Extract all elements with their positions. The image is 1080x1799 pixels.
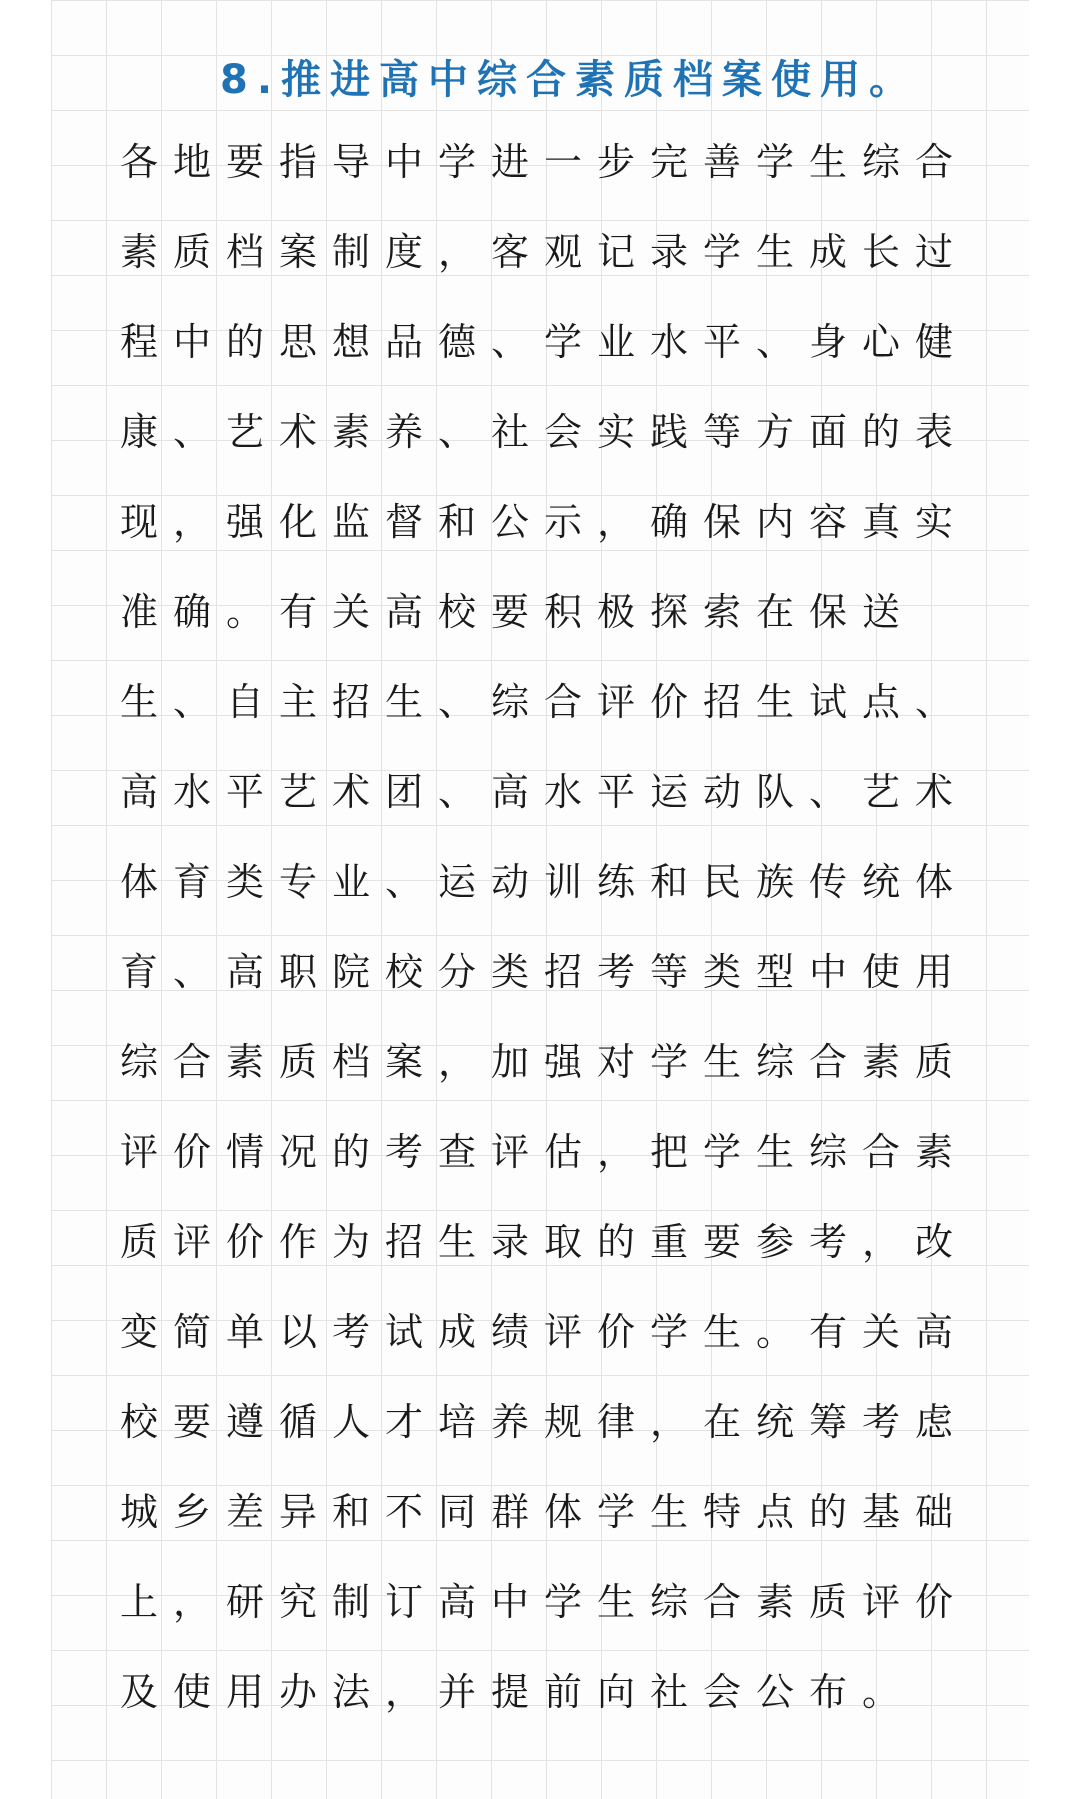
text-line: 准确。有关高校要积极探索在保送	[120, 590, 916, 634]
text-line: 体育类专业、运动训练和民族传统体	[120, 860, 969, 904]
text-line: 现，强化监督和公示，确保内容真实	[120, 500, 969, 544]
text-line: 康、艺术素养、社会实践等方面的表	[120, 410, 969, 454]
section-heading: 8.推进高中综合素质档案使用。	[220, 57, 919, 103]
text-line: 质评价作为招生录取的重要参考，改	[120, 1220, 969, 1264]
text-line: 生、自主招生、综合评价招生试点、	[120, 680, 969, 724]
text-line: 育、高职院校分类招考等类型中使用	[120, 950, 969, 994]
text-line: 变简单以考试成绩评价学生。有关高	[120, 1310, 969, 1354]
text-line: 各地要指导中学进一步完善学生综合	[120, 140, 969, 184]
text-line: 及使用办法，并提前向社会公布。	[120, 1670, 916, 1714]
handwritten-paragraph	[120, 132, 980, 1752]
text-line: 高水平艺术团、高水平运动队、艺术	[120, 770, 969, 814]
right-margin	[1029, 0, 1080, 1799]
text-line: 程中的思想品德、学业水平、身心健	[120, 320, 969, 364]
text-line: 素质档案制度，客观记录学生成长过	[120, 230, 969, 274]
text-line: 校要遵循人才培养规律，在统筹考虑	[120, 1400, 969, 1444]
left-margin	[0, 0, 51, 1799]
text-line: 综合素质档案，加强对学生综合素质	[120, 1040, 969, 1084]
text-line: 上，研究制订高中学生综合素质评价	[120, 1580, 969, 1624]
text-line: 城乡差异和不同群体学生特点的基础	[120, 1490, 969, 1534]
text-line: 评价情况的考查评估，把学生综合素	[120, 1130, 969, 1174]
